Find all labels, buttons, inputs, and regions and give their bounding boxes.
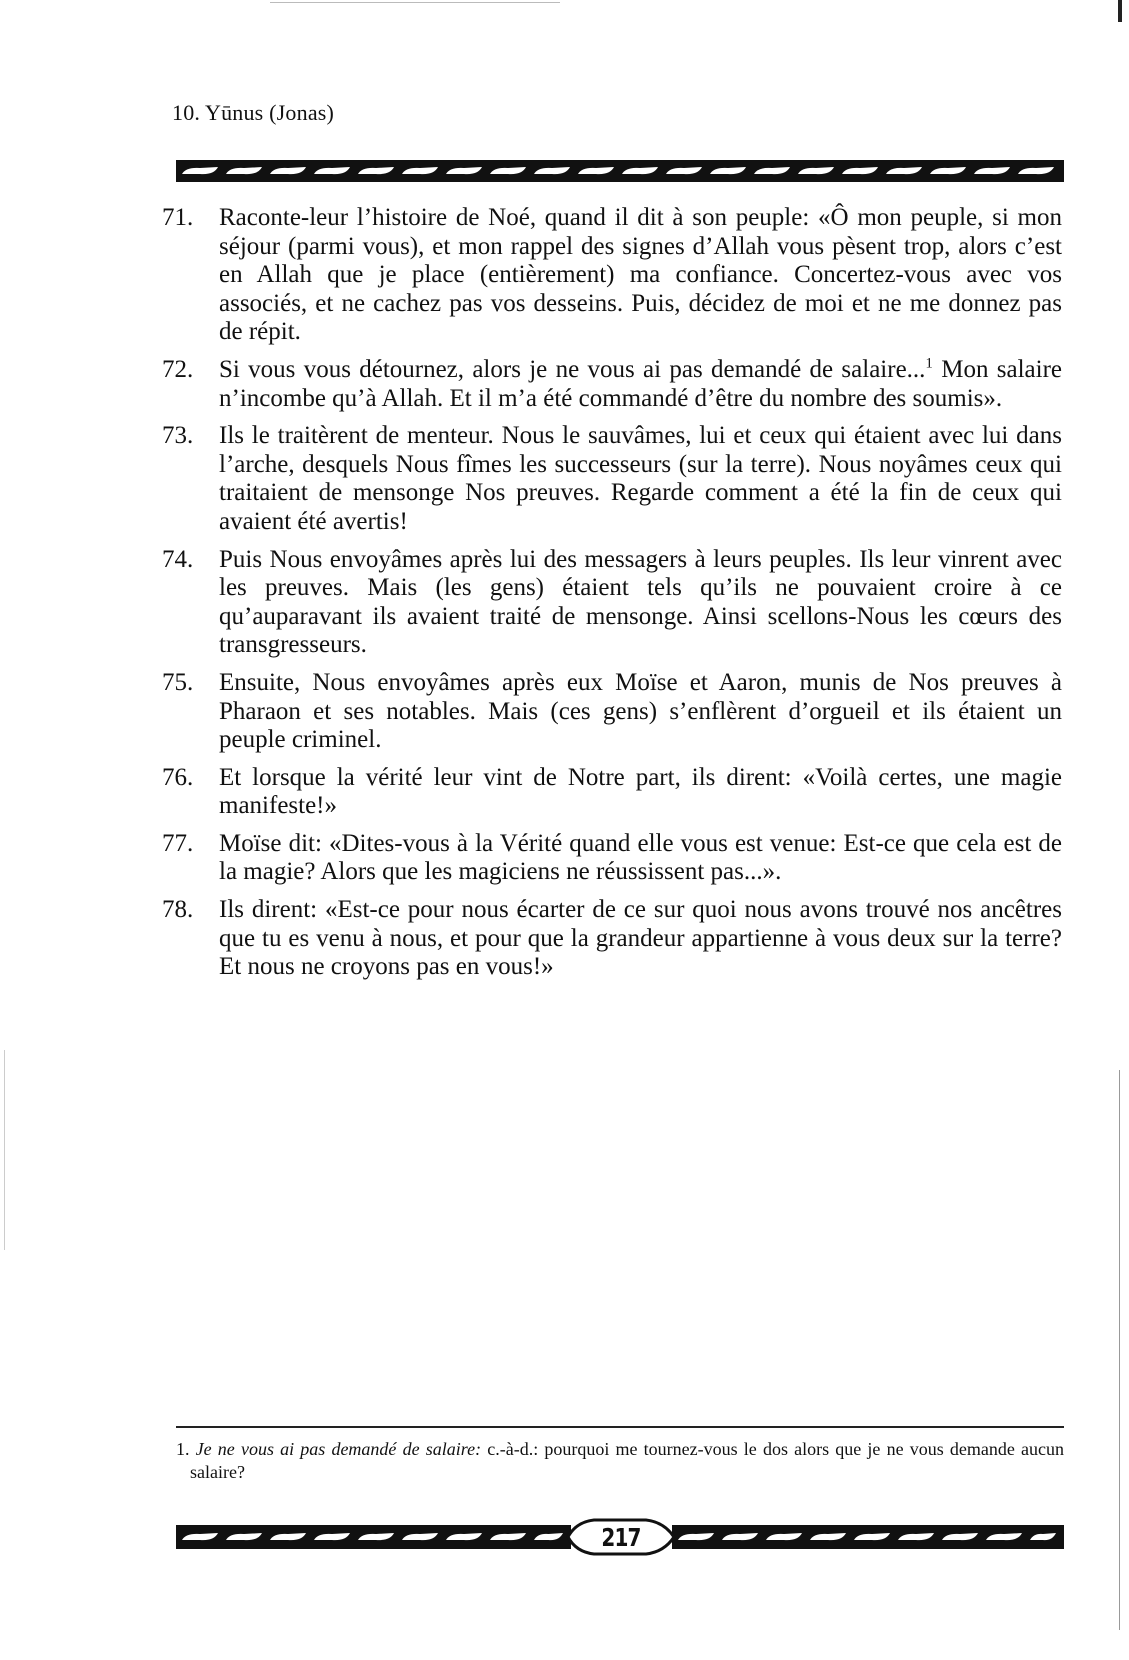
verse-71 [162, 204, 1062, 347]
verse-77 [162, 830, 1062, 887]
ornamental-band-top [176, 159, 1064, 183]
verse-76 [162, 764, 1062, 821]
verse-text: Ils dirent: «Est-ce pour nous écarter de ce sur quoi nous avons trouvé nos ancêtres que tu es venu à nous, et pour que la grandeur appartienne à vous deux sur la terre? Et nous ne croyons pas en vous!» [219, 896, 1062, 981]
scan-artifact-edge-right [1119, 1070, 1120, 1630]
verse-75 [162, 669, 1062, 755]
footnote-divider [176, 1426, 1064, 1428]
verse-list [162, 204, 1062, 991]
chain-ornament [176, 159, 1064, 183]
scan-artifact-mark [1118, 0, 1122, 22]
scan-artifact-edge-left [4, 1050, 5, 1250]
verse-text-continued: Mon salaire n’incombe qu’à Allah. Et il m’a été commandé d’être du nombre des soumis». [219, 355, 1062, 412]
verse-text: Ensuite, Nous envoyâmes après eux Moïse et Aaron, munis de Nos preuves à Pharaon et ses notables. Mais (ces gens) s’enflèrent d’orgueil et ils étaient un peuple criminel. [219, 668, 1062, 754]
footnote-marker: 1. [176, 1439, 190, 1459]
verse-text: Ils le traitèrent de menteur. Nous le sauvâmes, lui et ceux qui étaient avec lui dans l’arche, desquels Nous fîmes les successeurs (sur la terre). Nous noyâmes ceux qui traitaient de mensonge Nos preuves. Regarde comment a été la fin de ceux qui avaient été avertis! [219, 422, 1062, 535]
footnote-explanation: c.-à-d.: pourquoi me tournez-vous le dos alors que je ne vous demande aucun salaire? [190, 1439, 1065, 1482]
footnote [176, 1438, 1064, 1484]
verse-number: 72. [162, 355, 194, 383]
verse-text: Et lorsque la vérité leur vint de Notre part, ils dirent: «Voilà certes, une magie manifeste!» [219, 763, 1062, 820]
verse-72 [162, 356, 1062, 413]
verse-number: 76. [162, 763, 194, 791]
footnote-text [176, 1438, 1064, 1484]
page-number: 217 [601, 1522, 641, 1552]
footnote-quote: Je ne vous ai pas demandé de salaire: [195, 1439, 482, 1459]
verse-number: 73. [162, 422, 194, 450]
verse-number: 77. [162, 829, 194, 857]
verse-73 [162, 422, 1062, 536]
verse-78 [162, 896, 1062, 982]
footnote-reference: 1 [925, 355, 933, 372]
running-head: 10. Yūnus (Jonas) [172, 100, 335, 125]
verse-text: Moïse dit: «Dites-vous à la Vérité quand elle vous est venue: Est-ce que cela est de la magie? Alors que les magiciens ne réussissent pas...». [219, 829, 1062, 886]
verse-number: 78. [162, 896, 194, 924]
verse-number: 74. [162, 545, 194, 573]
verse-74 [162, 546, 1062, 660]
verse-text: Si vous vous détournez, alors je ne vous ai pas demandé de salaire... [219, 355, 926, 383]
verse-text: Raconte-leur l’histoire de Noé, quand il dit à son peuple: «Ô mon peuple, si mon séjour (parmi vous), et mon rappel des signes d’Allah vous pèsent trop, alors c’est en Allah que je place (entièrement) ma confiance. Concertez-vous avec vos associés, et ne cachez pas vos desseins. Puis, décidez de moi et ne me donnez pas de répit. [219, 204, 1062, 346]
verse-text: Puis Nous envoyâmes après lui des messagers à leurs peuples. Ils leur vinrent avec les preuves. Mais (les gens) étaient tels qu’ils ne pouvaient croire à ce qu’auparavant ils avaient traité de mensonge. Ainsi scellons-Nous les cœurs des transgresseurs. [219, 545, 1062, 659]
verse-number: 75. [162, 668, 194, 696]
scan-artifact-top [270, 2, 560, 3]
verse-number: 71. [162, 204, 194, 231]
